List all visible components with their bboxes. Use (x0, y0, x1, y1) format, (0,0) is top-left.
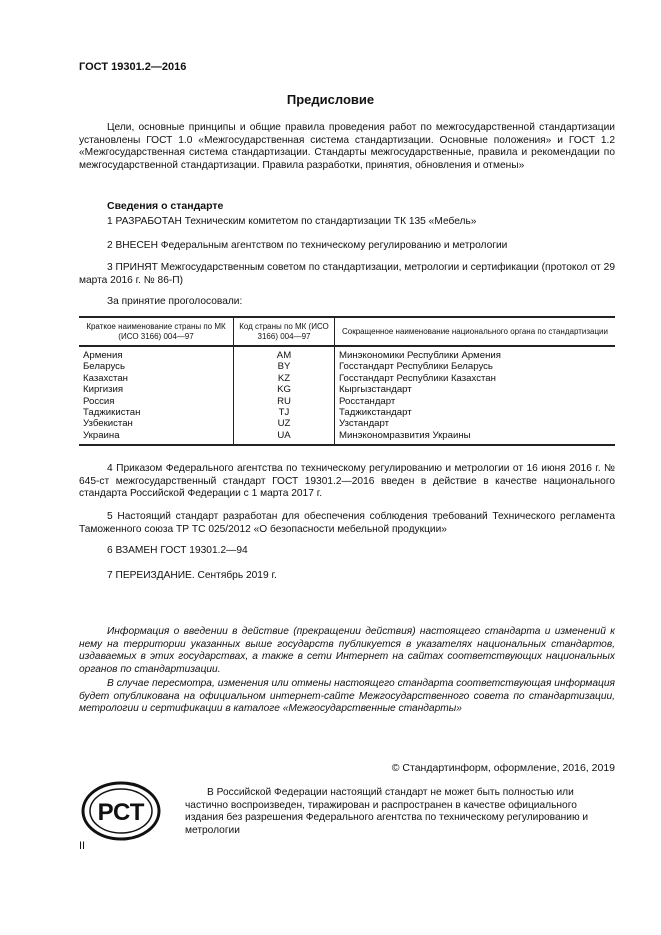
cell-country: Украина (79, 430, 234, 445)
cell-body: Узстандарт (335, 418, 616, 429)
countries-table (79, 316, 615, 446)
about-item-5-text: 5 Настоящий стандарт разработан для обеспечения соблюдения требований Технического регламента Таможенного союза ТР ТС 025/2012 «О безопасности мебельной продукции» (79, 511, 615, 535)
rst-certification-mark-icon (81, 781, 161, 841)
about-item-7: 7 ПЕРЕИЗДАНИЕ. Сентябрь 2019 г. (107, 570, 277, 581)
cell-country: Киргизия (79, 384, 234, 395)
about-item-3-text: 3 ПРИНЯТ Межгосударственным советом по стандартизации, метрологии и сертификации (протокол от 29 марта 2016 г. № 86-П) (79, 262, 615, 286)
cell-country: Беларусь (79, 361, 234, 372)
cell-code: AM (234, 346, 335, 361)
page-number: II (79, 840, 86, 852)
table-row (79, 384, 615, 395)
info-paragraph-1-text: Информация о введении в действие (прекращении действия) настоящего стандарта и изменений к нему на территории указанных выше государств публикуется в указателях национальных стандартов, издаваемых в этих государствах, а также в сети Интернет на сайтах соответствующих национальных органов по стандартизации. (79, 626, 615, 675)
cell-country: Казахстан (79, 373, 234, 384)
about-item-1: 1 РАЗРАБОТАН Техническим комитетом по стандартизации ТК 135 «Мебель» (107, 216, 477, 227)
cell-code: RU (234, 396, 335, 407)
cell-country: Россия (79, 396, 234, 407)
cell-code: KG (234, 384, 335, 395)
header-standards-body: Сокращенное наименование национального органа по стандартизации (335, 317, 616, 346)
preface-intro (79, 122, 615, 172)
cell-country: Армения (79, 346, 234, 361)
info-paragraph-2 (79, 678, 615, 716)
cell-country: Узбекистан (79, 418, 234, 429)
svg-text:РСТ: РСТ (97, 799, 145, 826)
about-item-4-text: 4 Приказом Федерального агентства по техническому регулированию и метрологии от 16 июня 2016 г. № 645-ст межгосударственный стандарт ГОСТ 19301.2—2016 введен в действие в качестве национального стандарта Российской Федерации с 1 марта 2017 г. (79, 463, 615, 499)
table-row (79, 396, 615, 407)
copyright-notice-text: В Российской Федерации настоящий стандарт не может быть полностью или частично воспроизведен, тиражирован и распространен в качестве официального издания без разрешения Федерального агентства по техническому регулированию и метрологии (185, 787, 589, 836)
table-row (79, 346, 615, 361)
cell-body: Минэкономики Республики Армения (335, 346, 616, 361)
cell-body: Госстандарт Республики Казахстан (335, 373, 616, 384)
about-heading: Сведения о стандарте (107, 200, 224, 212)
info-paragraph-1 (79, 626, 615, 676)
cell-code: TJ (234, 407, 335, 418)
cell-body: Росстандарт (335, 396, 616, 407)
cell-code: KZ (234, 373, 335, 384)
cell-body: Минэкономразвития Украины (335, 430, 616, 445)
about-item-4 (79, 463, 615, 501)
cell-code: UZ (234, 418, 335, 429)
document-id: ГОСТ 19301.2—2016 (79, 61, 187, 73)
cell-body: Кыргызстандарт (335, 384, 616, 395)
copyright-line: © Стандартинформ, оформление, 2016, 2019 (391, 762, 615, 774)
cell-body: Таджикстандарт (335, 407, 616, 418)
cell-country: Таджикистан (79, 407, 234, 418)
about-item-6: 6 ВЗАМЕН ГОСТ 19301.2—94 (107, 545, 248, 556)
about-item-3 (79, 262, 615, 287)
about-item-5 (79, 511, 615, 536)
header-country-name: Краткое наименование страны по МК (ИСО 3166) 004—97 (79, 317, 234, 346)
table-row (79, 373, 615, 384)
info-paragraph-2-text: В случае пересмотра, изменения или отмены настоящего стандарта соответствующая информация будет опубликована на официальном интернет-сайте Межгосударственного совета по стандартизации, метрологии и сертификации в каталоге «Межгосударственные стандарты» (79, 678, 615, 714)
table-header-row (79, 317, 615, 346)
table-row (79, 430, 615, 445)
table-row (79, 407, 615, 418)
table-row (79, 361, 615, 372)
header-country-code: Код страны по МК (ИСО 3166) 004—97 (234, 317, 335, 346)
preface-title: Предисловие (286, 92, 375, 107)
table-row (79, 418, 615, 429)
cell-code: UA (234, 430, 335, 445)
cell-code: BY (234, 361, 335, 372)
cell-body: Госстандарт Республики Беларусь (335, 361, 616, 372)
about-item-2: 2 ВНЕСЕН Федеральным агентством по техническому регулированию и метрологии (107, 240, 508, 251)
copyright-notice (185, 787, 615, 837)
voted-label: За принятие проголосовали: (107, 296, 243, 307)
preface-intro-text: Цели, основные принципы и общие правила проведения работ по межгосударственной стандартизации установлены ГОСТ 1.0 «Межгосударственная система стандартизации. Основные положения» и ГОСТ 1.2 «Межгосударственная система стандартизации. Стандарты межгосударственные, правила и рекомендации по межгосударственной стандартизации. Правила разработки, принятия, обновления и отмены» (79, 122, 615, 171)
